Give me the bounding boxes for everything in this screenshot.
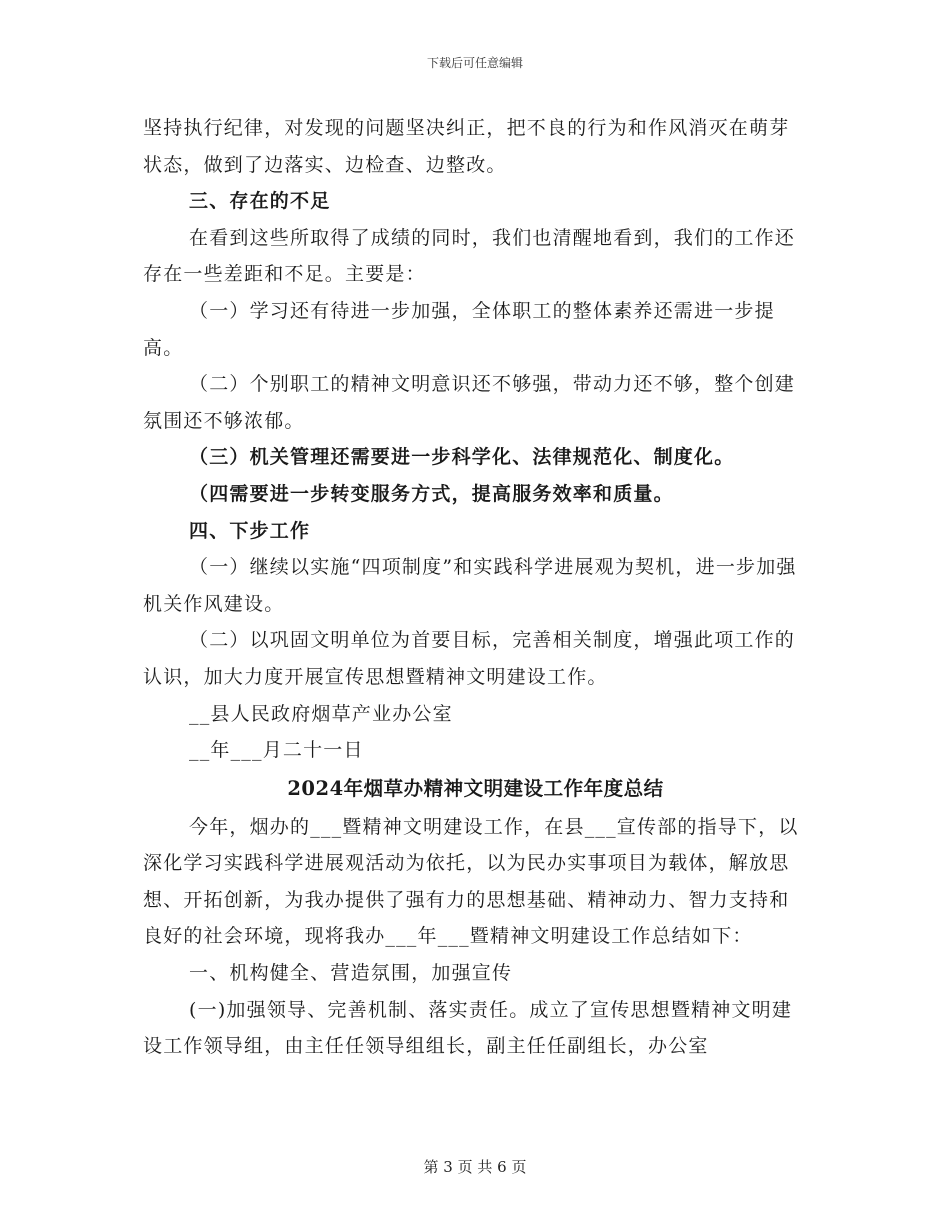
paragraph-shortcomings-intro: 在看到这些所取得了成绩的同时，我们也清醒地看到，我们的工作还存在一些差距和不足。主要是： — [143, 226, 796, 286]
document-body — [143, 110, 808, 1065]
paragraph-next-step-1: （一）继续以实施“四项制度”和实践科学进展观为契机，进一步加强机关作风建设。 — [143, 556, 797, 615]
section-heading-next-steps: 四、下步工作 — [189, 519, 311, 542]
paragraph-next-step-2: （二）以巩固文明单位为首要目标，完善相关制度，增强此项工作的认识，加大力度开展宣传思想暨精神文明建设工作。 — [143, 629, 796, 688]
paragraph-leadership: (一)加强领导、完善机制、落实责任。成立了宣传思想暨精神文明建设工作领导组，由主任任领导组组长，副主任任副组长，办公室 — [143, 998, 793, 1058]
section-heading-shortcomings: 三、存在的不足 — [189, 190, 331, 213]
paragraph-item-3: （三）机关管理还需要进一步科学化、法律规范化、制度化。 — [189, 446, 735, 469]
section-heading-organization: 一、机构健全、营造氛围，加强宣传 — [189, 962, 513, 985]
paragraph-summary-intro: 今年，烟办的___暨精神文明建设工作，在县___宣传部的指导下，以深化学习实践科学进展观活动为依托，以为民办实事项目为载体，解放思想、开拓创新，为我办提供了强有力的思想基础、精神动力、智力支持和良好的社会环境，现将我办___年___暨精神文明建设工作总结如下： — [143, 815, 799, 948]
page-header: 下载后可任意编辑 — [426, 56, 523, 70]
page-footer: 第 3 页 共 6 页 — [423, 1158, 527, 1176]
paragraph-continued: 坚持执行纪律，对发现的问题坚决纠正，把不良的行为和作风消灭在萌芽状态，做到了边落实、边检查、边整改。 — [143, 117, 790, 176]
signature-office: __县人民政府烟草产业办公室 — [189, 702, 453, 725]
paragraph-item-1: （一）学习还有待进一步加强，全体职工的整体素养还需进一步提高。 — [143, 299, 775, 359]
signature-date: __年___月二十一日 — [189, 739, 364, 762]
paragraph-item-2: （二）个别职工的精神文明意识还不够强，带动力还不够，整个创建氛围还不够浓郁。 — [143, 373, 796, 432]
document-title: 2024年烟草办精神文明建设工作年度总结 — [287, 776, 664, 800]
paragraph-item-4: （四需要进一步转变服务方式，提高服务效率和质量。 — [189, 482, 674, 505]
